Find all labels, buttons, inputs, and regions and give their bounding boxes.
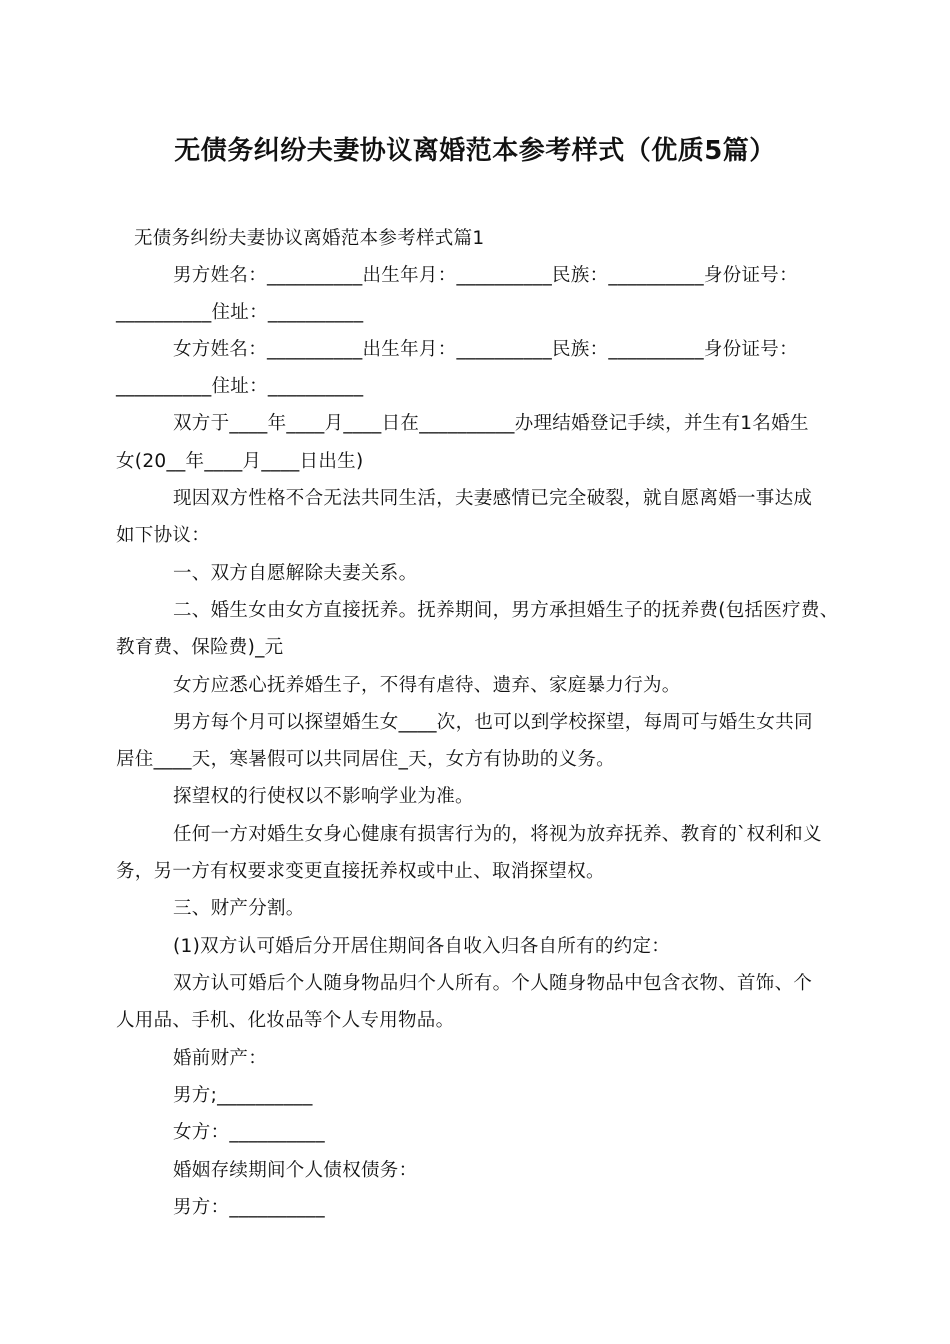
clause-line: 一、双方自愿解除夫妻关系。 xyxy=(173,563,418,584)
clause-line: (1)双方认可婚后分开居住期间各自收入归各自所有的约定： xyxy=(173,936,671,957)
female-address-line: __________住址：__________ xyxy=(116,376,364,397)
field-line: 男方：__________ xyxy=(173,1197,325,1218)
clause-line: 二、婚生女由女方直接抚养。抚养期间，男方承担婚生子的抚养费(包括医疗费、 xyxy=(173,600,839,621)
paragraph-line: 男方每个月可以探望婚生女____次，也可以到学校探望，每周可与婚生女共同 xyxy=(173,712,813,733)
paragraph-line: 双方认可婚后个人随身物品归个人所有。个人随身物品中包含衣物、首饰、个 xyxy=(173,973,813,994)
paragraph-line: 居住____天，寒暑假可以共同居住_天，女方有协助的义务。 xyxy=(116,749,615,770)
label-line: 婚前财产： xyxy=(173,1048,268,1069)
paragraph-line: 如下协议： xyxy=(116,525,211,546)
field-line: 男方;__________ xyxy=(173,1085,313,1106)
clause-line: 三、财产分割。 xyxy=(173,898,305,919)
paragraph-line: 女(20__年____月____日出生) xyxy=(116,451,364,472)
paragraph-line: 任何一方对婚生女身心健康有损害行为的，将视为放弃抚养、教育的`权利和义 xyxy=(173,824,822,845)
male-address-line: __________住址：__________ xyxy=(116,302,364,323)
paragraph-line: 双方于____年____月____日在__________办理结婚登记手续，并生有1名婚生 xyxy=(173,413,809,434)
document-title: 无债务纠纷夫妻协议离婚范本参考样式（优质5篇） xyxy=(174,136,776,166)
paragraph-line: 现因双方性格不合无法共同生活，夫妻感情已完全破裂，就自愿离婚一事达成 xyxy=(173,488,813,509)
paragraph-line: 务，另一方有权要求变更直接抚养权或中止、取消探望权。 xyxy=(116,861,605,882)
paragraph-line: 教育费、保险费)_元 xyxy=(116,637,284,658)
section-heading-1: 无债务纠纷夫妻协议离婚范本参考样式篇1 xyxy=(134,228,485,249)
paragraph-line: 人用品、手机、化妆品等个人专用物品。 xyxy=(116,1010,455,1031)
field-line: 女方：__________ xyxy=(173,1122,325,1143)
female-info-line: 女方姓名：__________出生年月：__________民族：__________身份证号： xyxy=(173,339,798,360)
male-info-line: 男方姓名：__________出生年月：__________民族：__________身份证号： xyxy=(173,265,798,286)
paragraph-line: 探望权的行使权以不影响学业为准。 xyxy=(173,786,474,807)
paragraph-line: 女方应悉心抚养婚生子，不得有虐待、遗弃、家庭暴力行为。 xyxy=(173,675,681,696)
label-line: 婚姻存续期间个人债权债务： xyxy=(173,1160,418,1181)
